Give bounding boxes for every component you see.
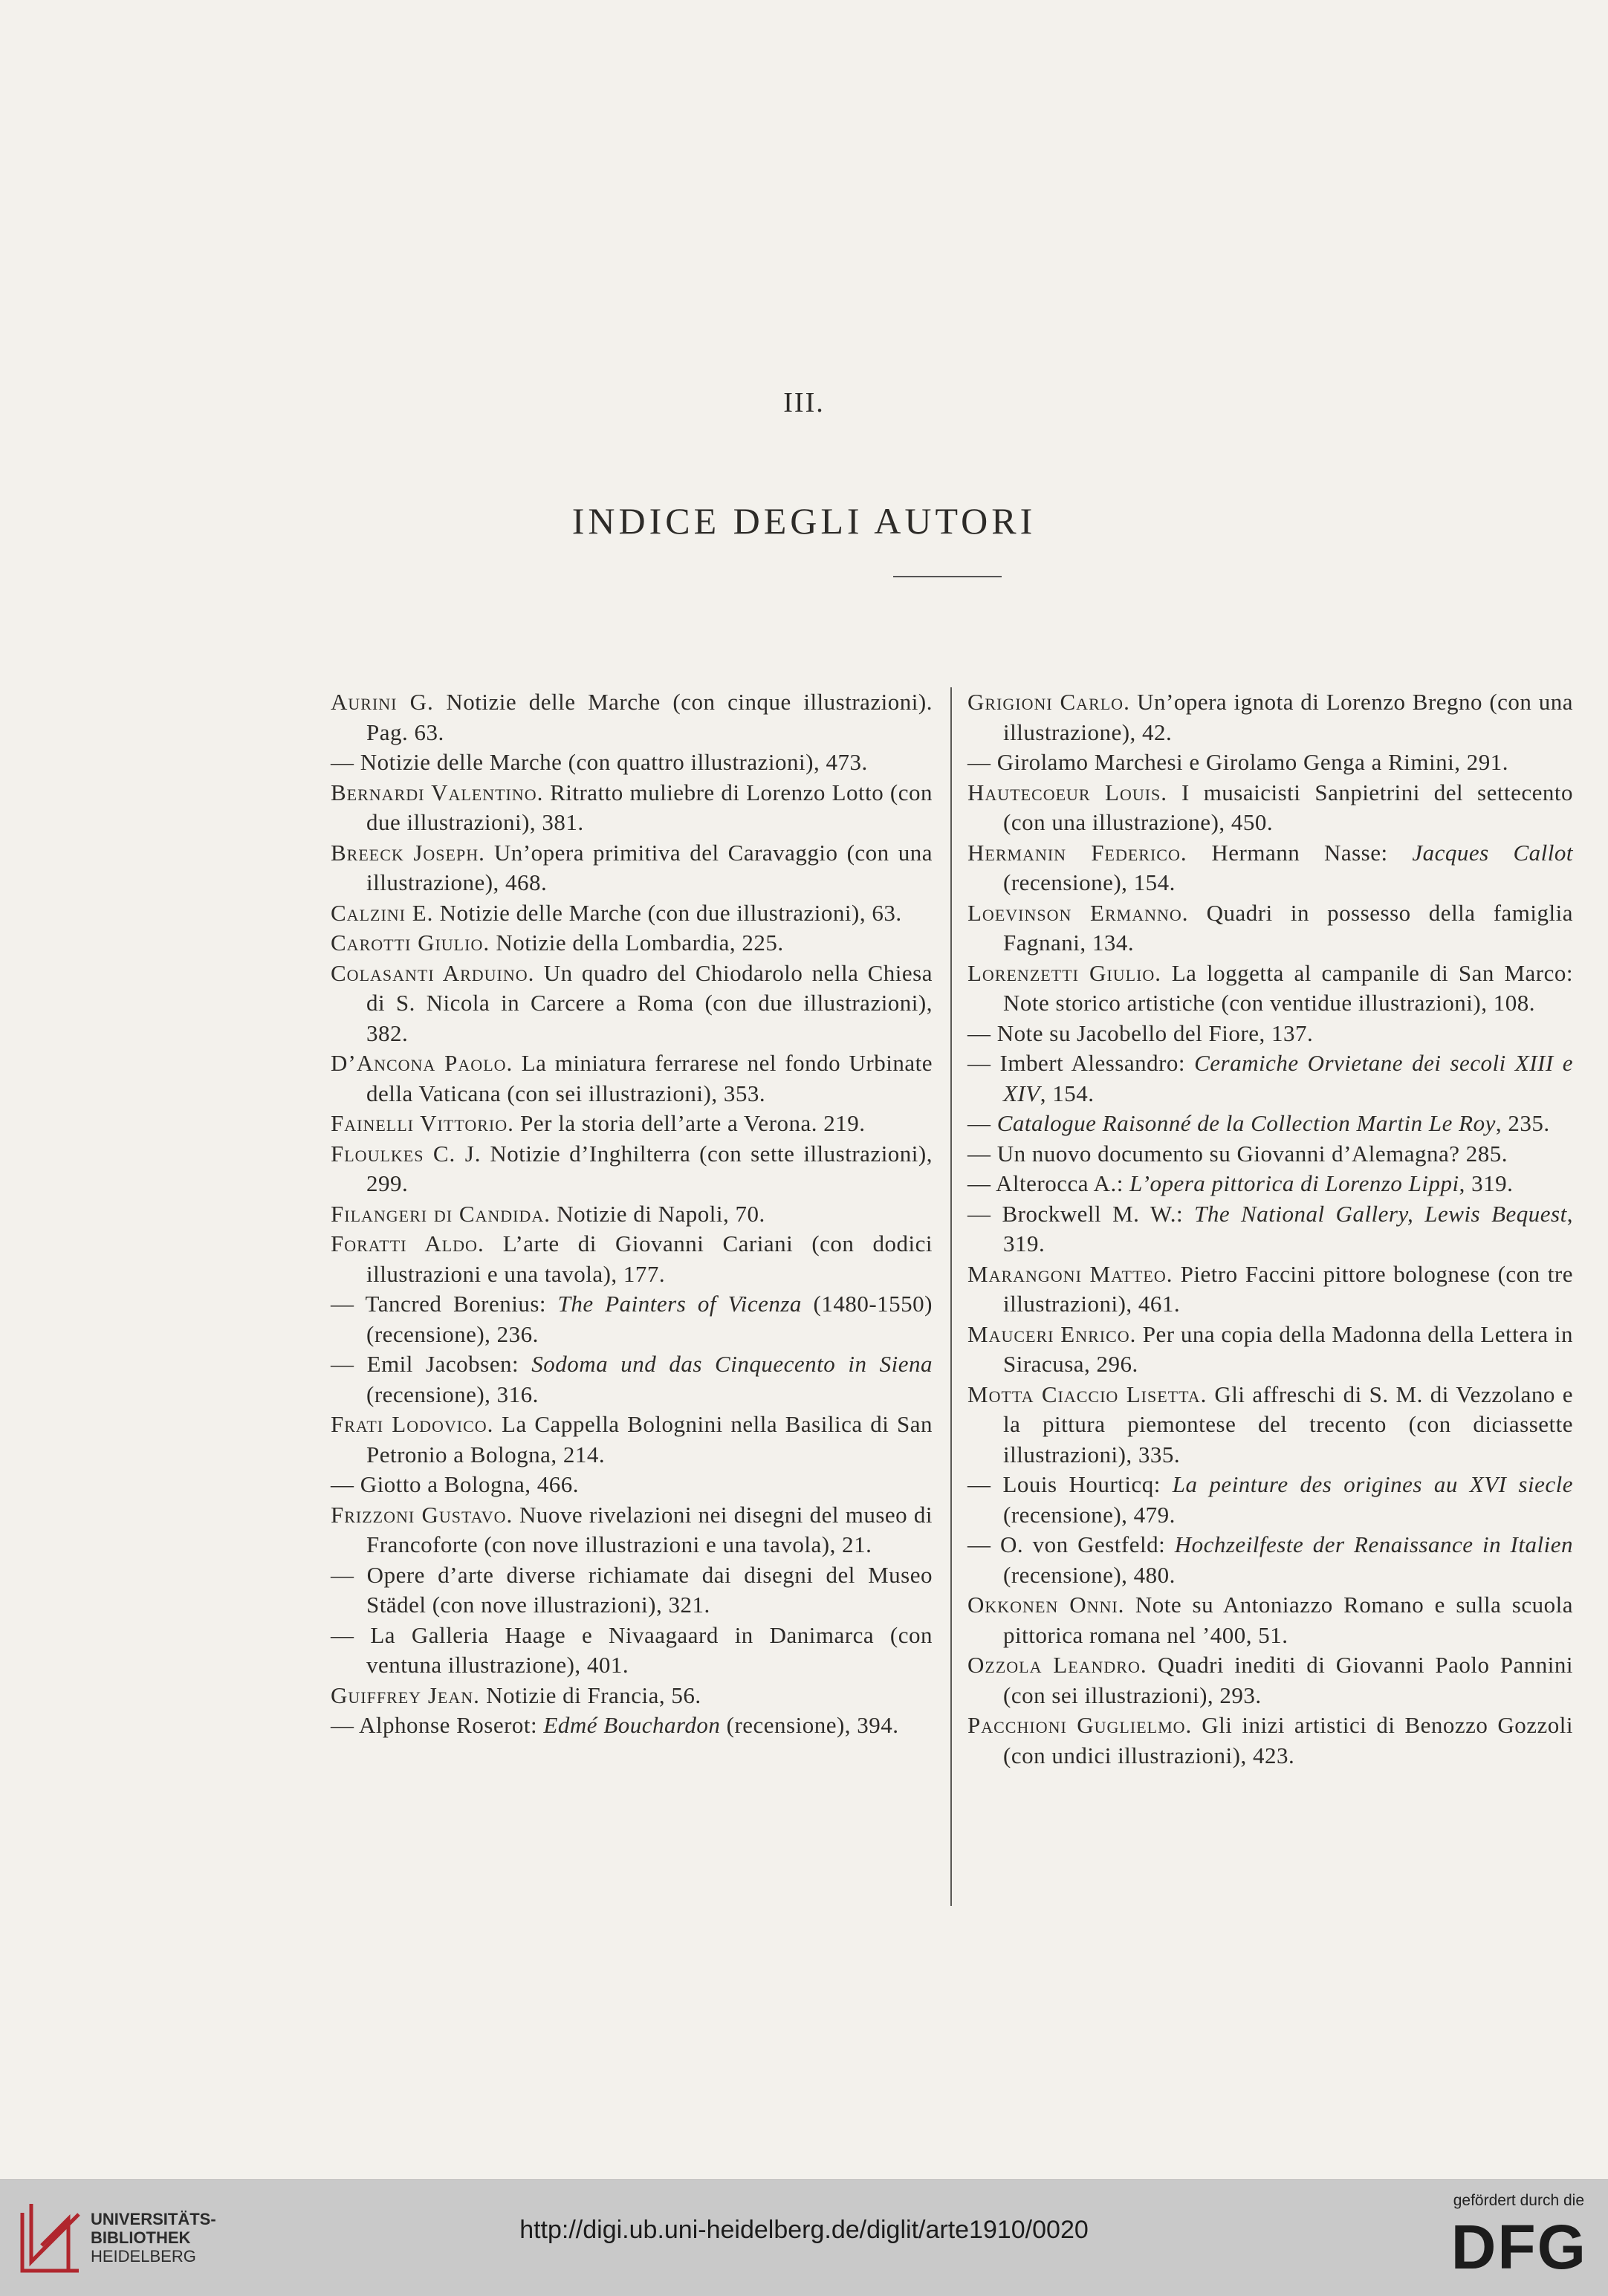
entry-text: L’arte di Giovanni Cariani (con dodici illustrazioni e una tavola), 177. (366, 1230, 933, 1287)
index-entry (331, 1410, 933, 1470)
author-name: Colasanti Arduino. (331, 959, 535, 986)
author-name: Loevinson Ermanno. (967, 899, 1189, 926)
index-entry (331, 1500, 933, 1560)
entry-prefix: — Alterocca A.: (967, 1170, 1130, 1196)
author-name: Aurini G. (331, 689, 434, 715)
index-entry (331, 928, 933, 959)
entry-text: (recensione), 154. (1003, 869, 1176, 895)
author-name: Marangoni Matteo. (967, 1260, 1173, 1287)
funding-label: gefördert durch die (1453, 2192, 1584, 2209)
entry-text: Per la storia dell’arte a Verona. 219. (513, 1110, 866, 1136)
entry-prefix: — O. von Gestfeld: (967, 1531, 1175, 1557)
entry-text: La Cappella Bolognini nella Basilica di San Petronio a Bologna, 214. (366, 1411, 933, 1468)
entry-text: I musaicisti Sanpietrini del settecento (con una illustrazione), 450. (1003, 779, 1573, 835)
index-entry (967, 1380, 1573, 1470)
work-title: Jacques Callot (1412, 839, 1573, 866)
author-name: Okkonen Onni. (967, 1592, 1125, 1618)
index-entry (967, 687, 1573, 748)
entry-prefix: — Brockwell M. W.: (967, 1200, 1195, 1227)
author-name: Guiffrey Jean. (331, 1682, 480, 1708)
author-name: Ozzola Leandro. (967, 1652, 1147, 1678)
author-name: Bernardi Valentino. (331, 779, 544, 805)
index-entry (331, 1048, 933, 1109)
index-entry (967, 838, 1573, 898)
entry-text: La loggetta al campanile di San Marco: Note storico artistiche (con ventidue illustrazioni), 108. (1003, 959, 1573, 1016)
entry-text: , 319. (1003, 1200, 1573, 1256)
author-name: Hautecoeur Louis. (967, 779, 1168, 805)
index-entry (331, 1621, 933, 1681)
index-entry (967, 748, 1573, 778)
entry-text: (recensione), 394. (720, 1712, 899, 1738)
entry-text: Quadri inediti di Giovanni Paolo Pannini (con sei illustrazioni), 293. (1003, 1652, 1573, 1708)
title-divider-rule (893, 576, 1002, 577)
entry-prefix: — Imbert Alessandro: (967, 1050, 1195, 1076)
index-entry (331, 748, 933, 778)
work-title: L’opera pittorica di Lorenzo Lippi (1129, 1170, 1459, 1196)
index-entry (967, 778, 1573, 838)
permalink-url[interactable]: http://digi.ub.uni-heidelberg.de/diglit/arte1910/0020 (519, 2216, 1089, 2244)
author-name: Grigioni Carlo. (967, 689, 1130, 715)
entry-text: Un quadro del Chiodarolo nella Chiesa di S. Nicola in Carcere a Roma (con due illustrazioni), 382. (366, 959, 933, 1046)
dfg-logo[interactable]: DFG (1450, 2212, 1587, 2282)
entry-text: Ritratto muliebre di Lorenzo Lotto (con due illustrazioni), 381. (366, 779, 933, 835)
index-entry (967, 1470, 1573, 1530)
author-name: Foratti Aldo. (331, 1230, 484, 1256)
work-title: La peinture des origines au XVI siecle (1172, 1471, 1573, 1497)
entry-text: Pietro Faccini pittore bolognese (con tre illustrazioni), 461. (1003, 1260, 1574, 1317)
work-title: Ceramiche Orvietane dei secoli XIII e XIV (1003, 1050, 1573, 1106)
entry-text: Un’opera primitiva del Caravaggio (con una illustrazione), 468. (366, 839, 933, 895)
entry-text: , 235. (1495, 1110, 1550, 1136)
index-entry (967, 1710, 1573, 1771)
author-name: Mauceri Enrico. (967, 1320, 1137, 1347)
work-title: Edmé Bouchardon (543, 1712, 721, 1738)
author-name: Breeck Joseph. (331, 839, 485, 866)
work-title: Catalogue Raisonné de la Collection Martin Le Roy (996, 1110, 1496, 1136)
entry-text: Notizie di Napoli, 70. (551, 1200, 765, 1227)
index-entry (331, 778, 933, 838)
index-entry (331, 1139, 933, 1199)
entry-text: Notizie delle Marche (con cinque illustrazioni). Pag. 63. (366, 689, 933, 745)
work-title: The Painters of Vicenza (557, 1291, 802, 1317)
entry-text: — Un nuovo documento su Giovanni d’Alemagna? 285. (967, 1140, 1508, 1167)
index-entry (331, 1229, 933, 1289)
author-name: D’Ancona Paolo. (331, 1050, 513, 1076)
entry-text: Notizie delle Marche (con due illustrazioni), 63. (433, 899, 902, 926)
index-entry (967, 1169, 1573, 1199)
entry-text: (recensione), 480. (1003, 1561, 1176, 1588)
index-entry (331, 1681, 933, 1711)
entry-text: Notizie della Lombardia, 225. (490, 930, 784, 956)
entry-text: — Notizie delle Marche (con quattro illustrazioni), 473. (331, 749, 868, 775)
index-entry (967, 1650, 1573, 1710)
entry-text: Per una copia della Madonna della Lettera in Siracusa, 296. (1003, 1320, 1573, 1377)
entry-prefix: — Louis Hourticq: (967, 1471, 1173, 1497)
section-number: III. (783, 387, 825, 418)
index-entry (967, 1019, 1573, 1049)
index-entry (331, 1710, 933, 1741)
entry-prefix: — (967, 1110, 997, 1136)
entry-text: Quadri in possesso della famiglia Fagnani, 134. (1003, 899, 1573, 956)
index-entry (967, 1048, 1573, 1109)
work-title: Sodoma und das Cinquecento in Siena (531, 1351, 933, 1377)
author-name: Frizzoni Gustavo. (331, 1501, 513, 1528)
entry-text: Nuove rivelazioni nei disegni del museo di Francoforte (con nove illustrazioni e una tavola), 21. (366, 1501, 933, 1557)
index-entry (331, 1349, 933, 1410)
index-entry (331, 1109, 933, 1139)
entry-prefix: Hermann Nasse: (1187, 839, 1413, 866)
author-name: Pacchioni Guglielmo. (967, 1712, 1193, 1738)
work-title: Hochzeilfeste der Renaissance in Italien (1174, 1531, 1573, 1557)
index-entry (967, 1199, 1573, 1259)
index-column-left (331, 687, 933, 1741)
author-name: Hermanin Federico. (967, 839, 1187, 866)
column-divider (950, 687, 952, 1906)
entry-text: La miniatura ferrarese nel fondo Urbinate della Vaticana (con sei illustrazioni), 353. (366, 1050, 933, 1106)
index-entry (331, 838, 933, 898)
author-name: Filangeri di Candida. (331, 1200, 551, 1227)
index-entry (331, 1289, 933, 1349)
entry-text: (recensione), 479. (1003, 1501, 1176, 1528)
author-name: Lorenzetti Giulio. (967, 959, 1162, 986)
entry-text: — Girolamo Marchesi e Girolamo Genga a Rimini, 291. (967, 749, 1509, 775)
index-entry (967, 1109, 1573, 1139)
index-entry (331, 1470, 933, 1500)
entry-prefix: — Alphonse Roserot: (331, 1712, 544, 1738)
index-entry (331, 959, 933, 1049)
entry-text: Notizie di Francia, 56. (479, 1682, 701, 1708)
work-title: The National Gallery, Lewis Bequest (1194, 1200, 1567, 1227)
index-entry (967, 1259, 1573, 1320)
author-name: Frati Lodovico. (331, 1411, 494, 1437)
page-title: INDICE DEGLI AUTORI (571, 499, 1037, 542)
entry-text: Un’opera ignota di Lorenzo Bregno (con una illustrazione), 42. (1003, 689, 1573, 745)
entry-text: Gli affreschi di S. M. di Vezzolano e la pittura piemontese del trecento (con diciassette illustrazioni), 335. (1003, 1381, 1573, 1468)
entry-text: — Note su Jacobello del Fiore, 137. (967, 1019, 1314, 1046)
entry-text: Gli inizi artistici di Benozzo Gozzoli (con undici illustrazioni), 423. (1003, 1712, 1573, 1768)
index-entry (967, 898, 1573, 959)
index-entry (331, 898, 933, 929)
author-name: Carotti Giulio. (331, 930, 490, 956)
author-name: Calzini E. (331, 899, 434, 926)
entry-text: Notizie d’Inghilterra (con sette illustrazioni), 299. (366, 1140, 933, 1196)
entry-text: , 319. (1459, 1170, 1514, 1196)
index-column-right (967, 687, 1573, 1771)
entry-text: , 154. (1040, 1080, 1095, 1106)
entry-text: (1480-1550) (recensione), 236. (366, 1291, 933, 1347)
library-name-line: BIBLIOTHEK (91, 2228, 191, 2247)
entry-prefix: — Emil Jacobsen: (331, 1351, 532, 1377)
index-entry (331, 1199, 933, 1230)
author-name: Floulkes C. J. (331, 1140, 482, 1167)
entry-text: — Giotto a Bologna, 466. (331, 1471, 580, 1497)
author-name: Fainelli Vittorio. (331, 1110, 514, 1136)
entry-text: — La Galleria Haage e Nivaagaard in Danimarca (con ventuna illustrazione), 401. (331, 1621, 933, 1678)
entry-text: — Opere d’arte diverse richiamate dai disegni del Museo Städel (con nove illustrazioni), 321. (331, 1561, 933, 1618)
index-entry (967, 1139, 1573, 1170)
index-entry (967, 1530, 1573, 1590)
index-entry (967, 1320, 1573, 1380)
author-name: Motta Ciaccio Lisetta. (967, 1381, 1207, 1407)
index-entry (331, 687, 933, 748)
index-entry (967, 959, 1573, 1019)
entry-text: (recensione), 316. (366, 1381, 539, 1407)
library-name-line: HEIDELBERG (91, 2247, 196, 2266)
index-entry (967, 1590, 1573, 1650)
index-entry (331, 1560, 933, 1621)
entry-text: Note su Antoniazzo Romano e sulla scuola pittorica romana nel ’400, 51. (1003, 1592, 1573, 1648)
library-name-line: UNIVERSITÄTS- (91, 2210, 216, 2228)
entry-prefix: — Tancred Borenius: (331, 1291, 558, 1317)
